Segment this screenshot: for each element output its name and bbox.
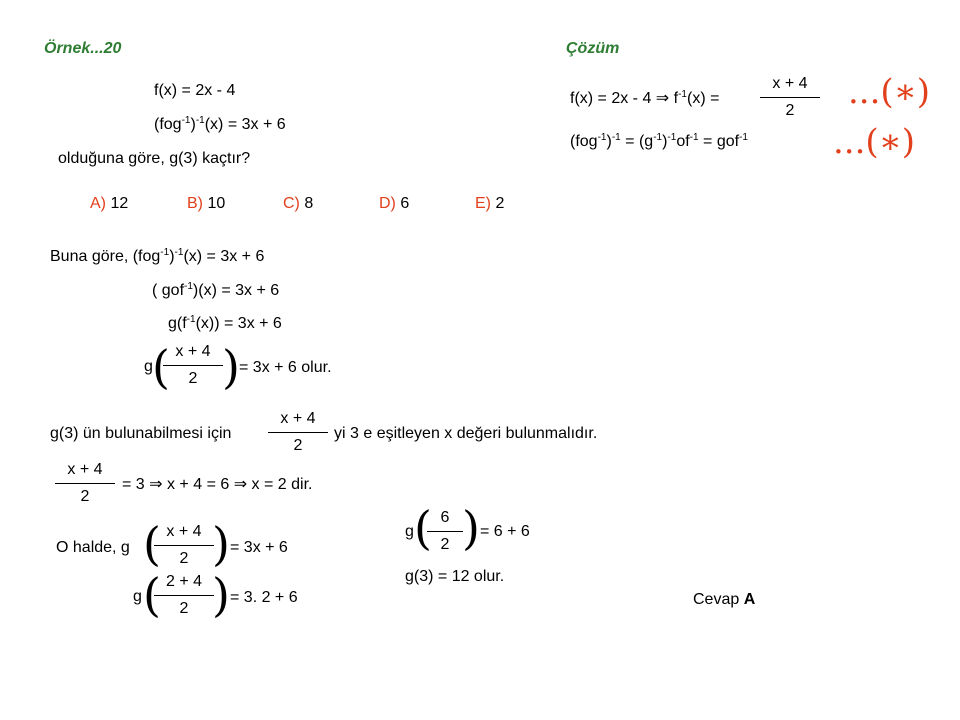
solution-inverse-line: f(x) = 2x - 4 ⇒ $f^{-1}(x)$ = — [570, 89, 720, 107]
step-5-fraction: x + 4 2 — [268, 409, 328, 456]
star-mark-2: ...(∗) — [833, 122, 916, 162]
solution-inverse-fraction: x + 4 2 — [760, 74, 820, 121]
option-a: A) 12 — [90, 195, 129, 212]
solution-title: Çözüm — [566, 40, 620, 57]
question-function: f(x) = 2x - 4 — [154, 82, 236, 99]
left-paren: ( — [143, 517, 161, 571]
step-9-g: g — [405, 523, 414, 540]
solution-composition-line: $(fog^{-1})^{-1} = (g^{-1})^{-1}of^{-1} = gof^{-1}$ — [570, 132, 748, 150]
question-prompt: olduğuna göre, g(3) kaçtır? — [58, 150, 251, 167]
step-7-rest: = 3x + 6 — [230, 539, 288, 556]
step-8-g: g — [133, 588, 142, 605]
step-7-label: O halde, g — [56, 539, 130, 556]
step-4-fraction: x + 4 2 — [163, 342, 223, 389]
step-2: ( gof$^{-1}$)(x) = 3x + 6 — [152, 281, 280, 299]
step-8-rest: = 3. 2 + 6 — [230, 589, 298, 606]
step-4-rest: = 3x + 6 olur. — [239, 359, 332, 376]
step-10: g(3) = 12 olur. — [405, 568, 505, 585]
left-paren: ( — [414, 501, 432, 555]
answer: Cevap A — [693, 591, 756, 608]
step-1: Buna göre, $(fog^{-1})^{-1}(x) = 3x + 6$ — [50, 247, 265, 265]
step-3: $g(f^{-1}(x)) = 3x + 6$ — [168, 314, 282, 332]
step-4-g: g — [144, 358, 153, 375]
example-title: Örnek...20 — [44, 40, 122, 57]
step-6-rest: = 3 ⇒ x + 4 = 6 ⇒ x = 2 dir. — [122, 476, 313, 493]
option-c: C) 8 — [283, 195, 314, 212]
step-6-fraction: x + 4 2 — [55, 460, 115, 507]
left-paren: ( — [143, 568, 161, 622]
step-7-fraction: x + 4 2 — [154, 522, 214, 569]
step-5-text: g(3) ün bulunabilmesi için — [50, 425, 232, 442]
option-e: E) 2 — [475, 195, 505, 212]
step-8-fraction: 2 + 4 2 — [154, 572, 214, 619]
step-9-fraction: 6 2 — [427, 508, 463, 555]
question-composition: $(fog^{-1})^{-1}(x) = 3x + 6$ — [154, 115, 286, 133]
right-paren: ) — [222, 340, 240, 394]
option-b: B) 10 — [187, 195, 226, 212]
left-paren: ( — [152, 340, 170, 394]
step-9-rest: = 6 + 6 — [480, 523, 530, 540]
star-mark-1: ...(∗) — [848, 72, 931, 112]
option-d: D) 6 — [379, 195, 410, 212]
right-paren: ) — [212, 517, 230, 571]
right-paren: ) — [212, 568, 230, 622]
right-paren: ) — [462, 501, 480, 555]
step-5-text-end: yi 3 e eşitleyen x değeri bulunmalıdır. — [334, 425, 598, 442]
